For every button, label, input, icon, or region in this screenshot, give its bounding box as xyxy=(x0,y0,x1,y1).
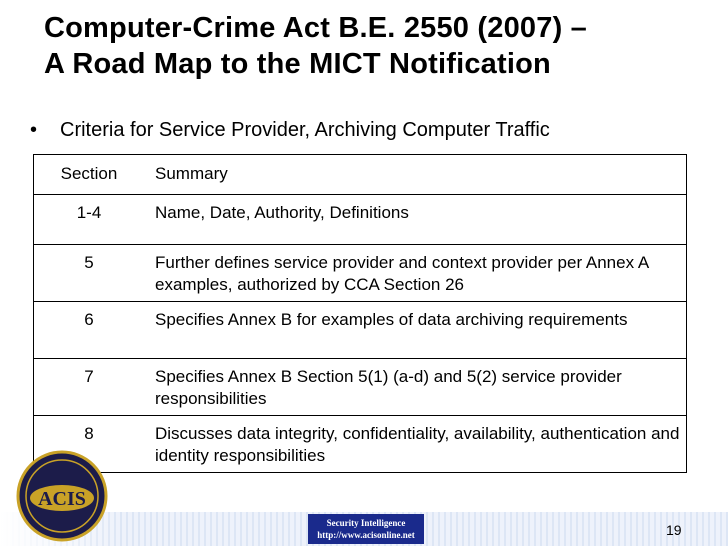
table-row xyxy=(34,195,687,245)
bullet-item xyxy=(30,118,550,142)
logo-text: ACIS xyxy=(38,488,86,510)
tagline-line-1: Security Intelligence xyxy=(326,518,406,528)
header-summary: Summary xyxy=(144,155,687,195)
row-summary: Name, Date, Authority, Definitions xyxy=(144,195,687,245)
row-section: 7 xyxy=(34,359,145,416)
slide-title-line-1: Computer-Crime Act B.E. 2550 (2007) – xyxy=(44,12,588,44)
table-row xyxy=(34,245,687,302)
header-section: Section xyxy=(34,155,145,195)
criteria-table xyxy=(33,154,687,473)
slide-title xyxy=(44,10,714,82)
bullet-symbol: • xyxy=(30,119,38,141)
slide-title-line-2: A Road Map to the MICT Notification xyxy=(44,48,551,80)
row-section: 8 xyxy=(34,416,145,473)
row-section: 6 xyxy=(34,302,145,359)
row-summary: Further defines service provider and context provider per Annex A examples, authorized by CCA Section 26 xyxy=(144,245,687,302)
page-number: 19 xyxy=(666,522,682,538)
table-header-row xyxy=(34,155,687,195)
row-section: 1-4 xyxy=(34,195,145,245)
table-row xyxy=(34,416,687,473)
bullet-text: Criteria for Service Provider, Archiving Computer Traffic xyxy=(60,119,550,141)
tagline-line-2: http://www.acisonline.net xyxy=(317,530,415,540)
table-row xyxy=(34,302,687,359)
row-summary: Specifies Annex B for examples of data archiving requirements xyxy=(144,302,687,359)
acis-logo-icon xyxy=(14,448,110,544)
row-section: 5 xyxy=(34,245,145,302)
row-summary: Specifies Annex B Section 5(1) (a-d) and 5(2) service provider responsibilities xyxy=(144,359,687,416)
row-summary: Discusses data integrity, confidentiality, availability, authentication and identity responsibilities xyxy=(144,416,687,473)
table-row xyxy=(34,359,687,416)
footer-tagline xyxy=(308,514,424,544)
